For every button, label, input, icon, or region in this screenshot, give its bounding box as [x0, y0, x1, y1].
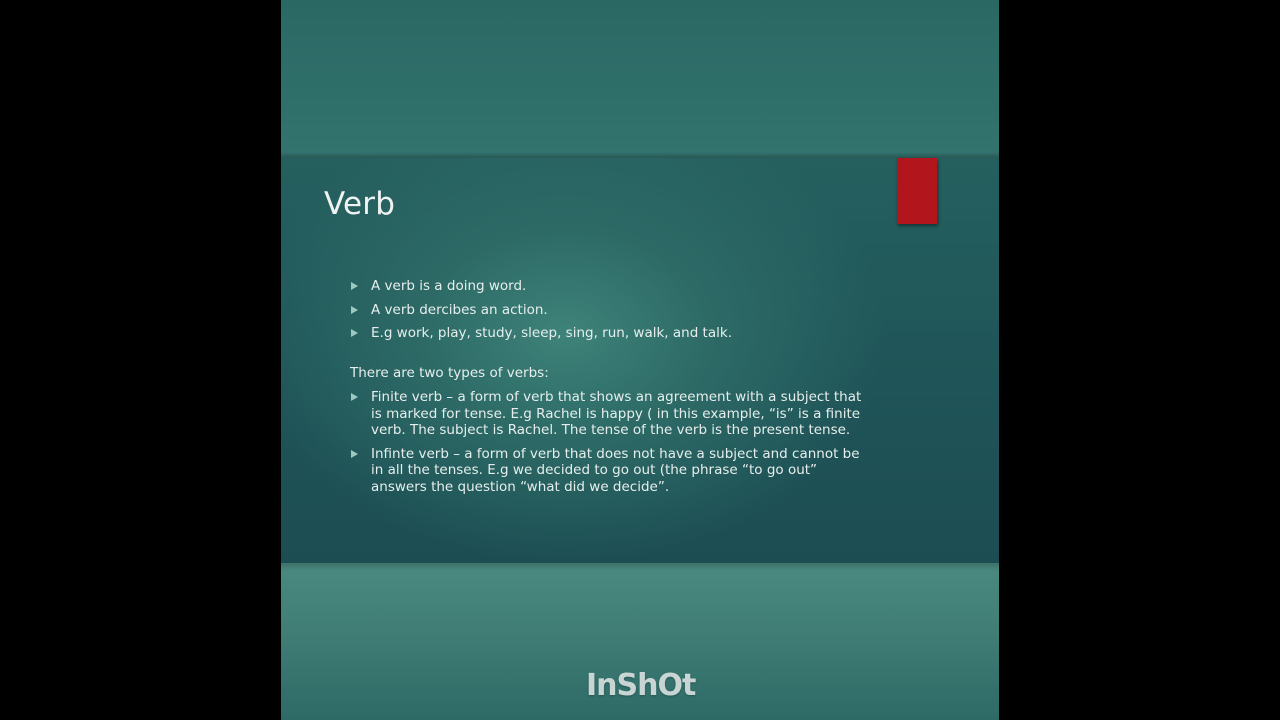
verb-type-text: Finite verb – a form of verb that shows an agreement with a subject that is marked for tense. E.g Rachel is happy ( in this example, “is” is a finite verb. The subject is Rachel. The tense of the verb is the present tense.: [371, 389, 862, 438]
bullet-text: A verb dercibes an action.: [371, 301, 548, 318]
bullet-arrow-icon: [351, 450, 358, 458]
inshot-watermark: InShOt: [586, 668, 696, 703]
bullet-item: [350, 325, 870, 342]
bullet-item: [350, 302, 870, 319]
bullet-arrow-icon: [351, 329, 358, 337]
slide-content: [350, 278, 870, 502]
verb-type-item: [350, 446, 870, 496]
slide-title: Verb: [324, 186, 396, 222]
verb-type-text: Infinte verb – a form of verb that does not have a subject and cannot be in all the tenses. E.g we decided to go out (the phrase “to go out” answers the question “what did we decide”.: [371, 445, 860, 495]
bullet-text: E.g work, play, study, sleep, sing, run, walk, and talk.: [371, 325, 732, 341]
types-intro: There are two types of verbs:: [350, 364, 549, 381]
bullet-arrow-icon: [351, 282, 358, 290]
presentation-slide: [281, 158, 999, 563]
bullet-text: A verb is a doing word.: [371, 278, 527, 294]
verb-type-item: [350, 389, 870, 439]
slide-top-band: [281, 0, 999, 158]
video-frame: [281, 0, 999, 720]
bullet-arrow-icon: [351, 306, 358, 314]
bullet-arrow-icon: [351, 393, 358, 401]
definition-bullets: [350, 278, 870, 342]
red-accent-tab: [897, 158, 937, 224]
bullet-item: [350, 278, 870, 295]
verb-types-bullets: [350, 389, 870, 495]
